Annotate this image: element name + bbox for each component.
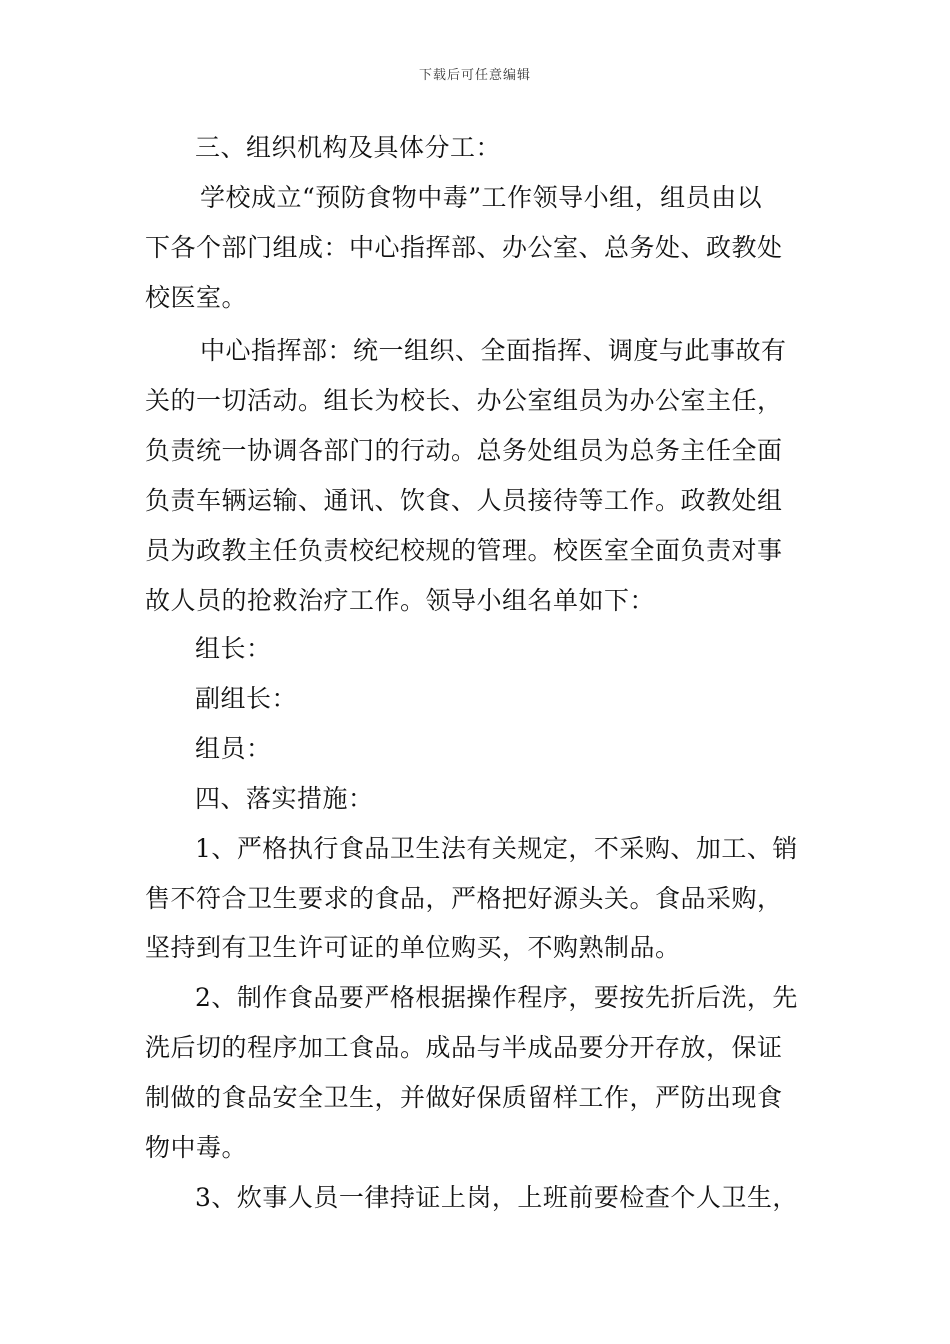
- section-heading-organization: 三、组织机构及具体分工：: [195, 133, 502, 162]
- paragraph-line: 2、制作食品要严格根据操作程序，要按先折后洗，先: [195, 983, 798, 1012]
- leader-label: 组长：: [195, 634, 272, 663]
- deputy-leader-label: 副组长：: [195, 684, 298, 713]
- paragraph-line: 中心指挥部：统一组织、全面指挥、调度与此事故有: [200, 336, 787, 365]
- paragraph-line: 负责车辆运输、通讯、饮食、人员接待等工作。政教处组: [145, 486, 783, 515]
- members-label: 组员：: [195, 734, 272, 763]
- paragraph-line: 员为政教主任负责校纪校规的管理。校医室全面负责对事: [145, 536, 783, 565]
- paragraph-line: 负责统一协调各部门的行动。总务处组员为总务主任全面: [145, 436, 783, 465]
- paragraph-line: 故人员的抢救治疗工作。领导小组名单如下：: [145, 586, 656, 615]
- paragraph-line: 售不符合卫生要求的食品，严格把好源头关。食品采购，: [145, 884, 783, 913]
- paragraph-line: 关的一切活动。组长为校长、办公室组员为办公室主任，: [145, 386, 783, 415]
- paragraph-line: 3、炊事人员一律持证上岗，上班前要检查个人卫生，: [195, 1183, 798, 1212]
- paragraph-line: 坚持到有卫生许可证的单位购买，不购熟制品。: [145, 933, 681, 962]
- page-header-note: 下载后可任意编辑: [418, 68, 531, 83]
- paragraph-line: 学校成立“预防食物中毒”工作领导小组，组员由以: [200, 183, 763, 212]
- paragraph-line: 洗后切的程序加工食品。成品与半成品要分开存放，保证: [145, 1033, 783, 1062]
- section-heading-measures: 四、落实措施：: [195, 784, 374, 813]
- paragraph-line: 物中毒。: [145, 1133, 248, 1162]
- paragraph-line: 制做的食品安全卫生，并做好保质留样工作，严防出现食: [145, 1083, 783, 1112]
- paragraph-line: 1、严格执行食品卫生法有关规定，不采购、加工、销: [195, 834, 798, 863]
- paragraph-line: 校医室。: [145, 283, 248, 312]
- paragraph-line: 下各个部门组成：中心指挥部、办公室、总务处、政教处: [145, 233, 783, 262]
